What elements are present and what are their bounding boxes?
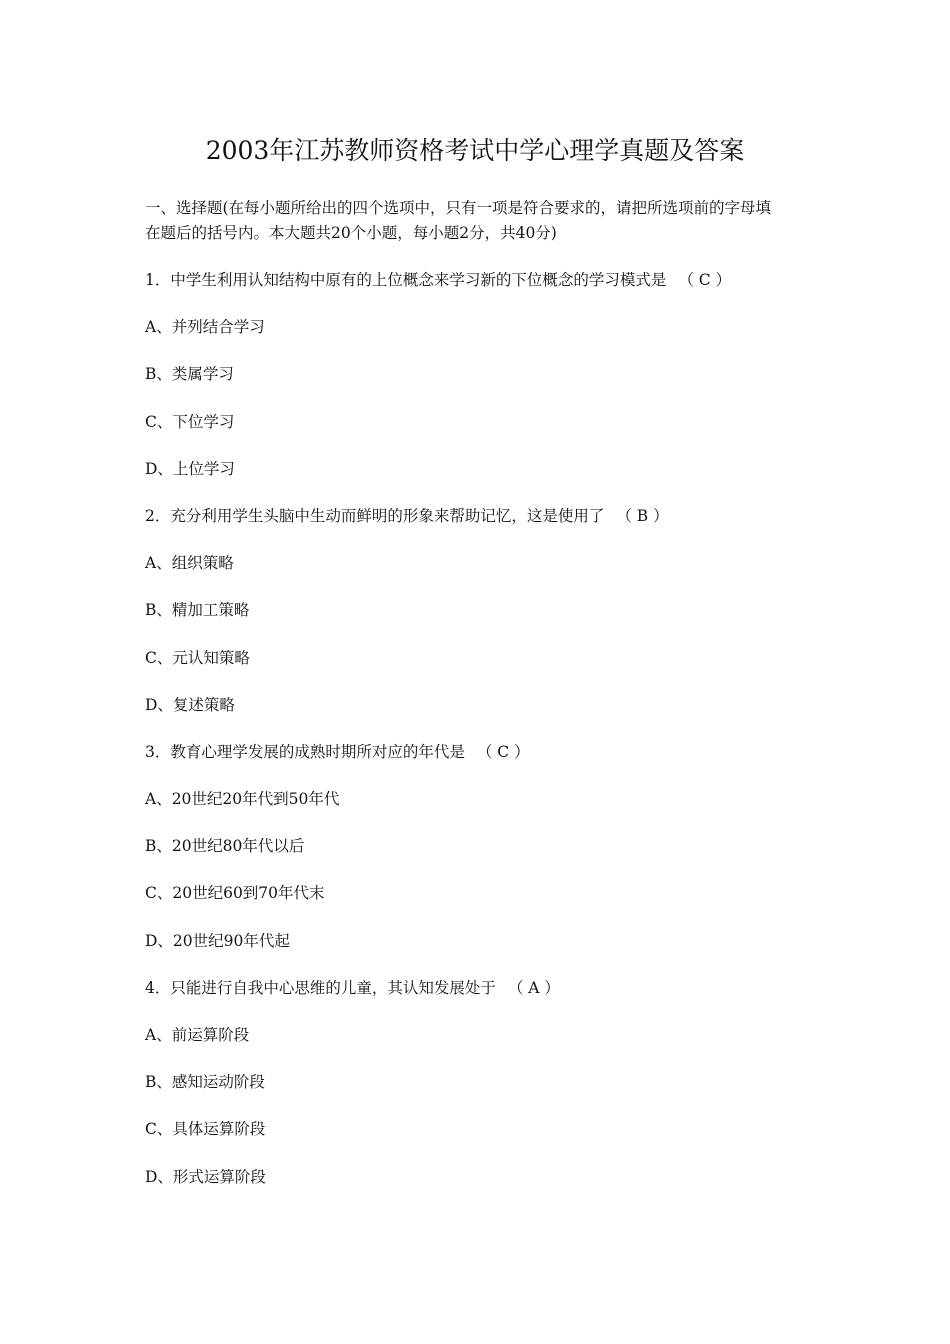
- answer-option: D、20世纪90年代起: [145, 931, 290, 950]
- answer-option: B、20世纪80年代以后: [145, 837, 305, 856]
- answer-option: D、复述策略: [145, 695, 235, 714]
- answer-option: C、下位学习: [145, 412, 235, 431]
- answer-option: A、前运算阶段: [145, 1026, 250, 1044]
- answer-option: C、具体运算阶段: [145, 1120, 266, 1139]
- question-text: 3．教育心理学发展的成熟时期所对应的年代是: [145, 742, 465, 761]
- answer-option: A、组织策略: [145, 554, 234, 573]
- document-title: 2003年江苏教师资格考试中学心理学真题及答案: [205, 136, 745, 165]
- question-text: 2．充分利用学生头脑中生动而鲜明的形象来帮助记忆，这是使用了: [145, 506, 605, 525]
- answer-option: A、20世纪20年代到50年代: [145, 790, 340, 809]
- answer-option: C、元认知策略: [145, 648, 250, 667]
- question-answer: （ A ）: [507, 978, 560, 997]
- answer-option: B、类属学习: [145, 365, 234, 384]
- question-text: 4．只能进行自我中心思维的儿童，其认知发展处于: [145, 978, 496, 997]
- question-list: [145, 268, 820, 1212]
- answer-option: B、精加工策略: [145, 601, 250, 620]
- question-answer: （ B ）: [616, 506, 669, 525]
- question-stem: [145, 504, 820, 551]
- question-answer: （ C ）: [476, 742, 530, 761]
- section-intro: [145, 196, 820, 246]
- section-intro-line: 在题后的括号内。本大题共20个小题，每小题2分，共40分): [145, 224, 557, 242]
- question-stem: [145, 740, 820, 787]
- question-answer: （ C ）: [678, 271, 732, 289]
- question-stem: [145, 268, 820, 315]
- answer-option: D、上位学习: [145, 459, 235, 478]
- answer-option: D、形式运算阶段: [145, 1167, 266, 1186]
- answer-option: A、并列结合学习: [145, 318, 265, 337]
- answer-option: C、20世纪60到70年代末: [145, 884, 325, 903]
- question-stem: [145, 976, 820, 1023]
- question-text: 1．中学生利用认知结构中原有的上位概念来学习新的下位概念的学习模式是: [145, 271, 667, 289]
- section-intro-line: 一、选择题(在每小题所给出的四个选项中，只有一项是符合要求的，请把所选项前的字母填: [145, 199, 772, 217]
- answer-option: B、感知运动阶段: [145, 1073, 265, 1092]
